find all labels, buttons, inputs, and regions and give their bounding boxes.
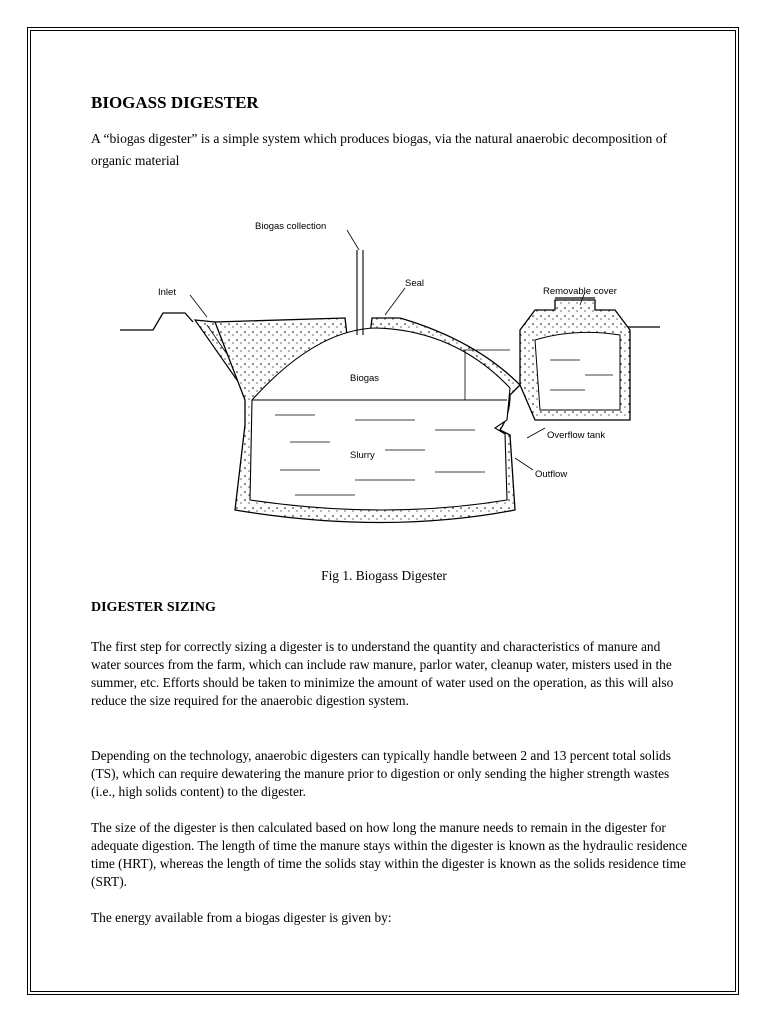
- intro-paragraph: A “biogas digester” is a simple system which produces biogas, via the natural anaerobic decomposition of organic material: [91, 131, 668, 168]
- paragraph-2: Depending on the technology, anaerobic digesters can typically handle between 2 and 13 percent total solids (TS), which can require dewatering the manure prior to digestion or only sending the higher strength wastes (i.e., high solids content) to the digester.: [91, 748, 671, 799]
- label-outflow: Outflow: [535, 469, 568, 480]
- label-inlet: Inlet: [158, 287, 176, 298]
- section-title: DIGESTER SIZING: [91, 600, 216, 615]
- paragraph-1: The first step for correctly sizing a digester is to understand the quantity and characteristics of manure and water sources from the farm, which can include raw manure, parlor water, cleanup water, misters used in the summer, etc. Efforts should be taken to minimize the amount of water used on the operation, as this will also reduce the size required for the anaerobic digestion system.: [91, 639, 674, 708]
- paragraph-4: The energy available from a biogas digester is given by:: [91, 910, 392, 925]
- document-title-block: [91, 92, 691, 114]
- label-seal: Seal: [405, 278, 425, 289]
- document-title: BIOGASS DIGESTER: [91, 93, 259, 112]
- label-removable-cover: Removable cover: [543, 286, 617, 297]
- label-biogas-collection: Biogas collection: [255, 221, 327, 232]
- label-overflow-tank: Overflow tank: [547, 430, 606, 441]
- paragraph-3: The size of the digester is then calculated based on how long the manure needs to remain in the digester for adequate digestion. The length of time the manure stays within the digester is known as the hydraulic residence time (HRT), whereas the length of time the solids stay within the digester is known as the solids residence time (SRT).: [91, 820, 688, 889]
- figure-caption: Fig 1. Biogass Digester: [321, 568, 447, 583]
- label-slurry: Slurry: [350, 450, 375, 461]
- digester-diagram: [115, 210, 665, 550]
- label-biogas: Biogas: [350, 373, 380, 384]
- ground-left: [120, 313, 193, 330]
- biogas-digester-figure: [115, 210, 665, 550]
